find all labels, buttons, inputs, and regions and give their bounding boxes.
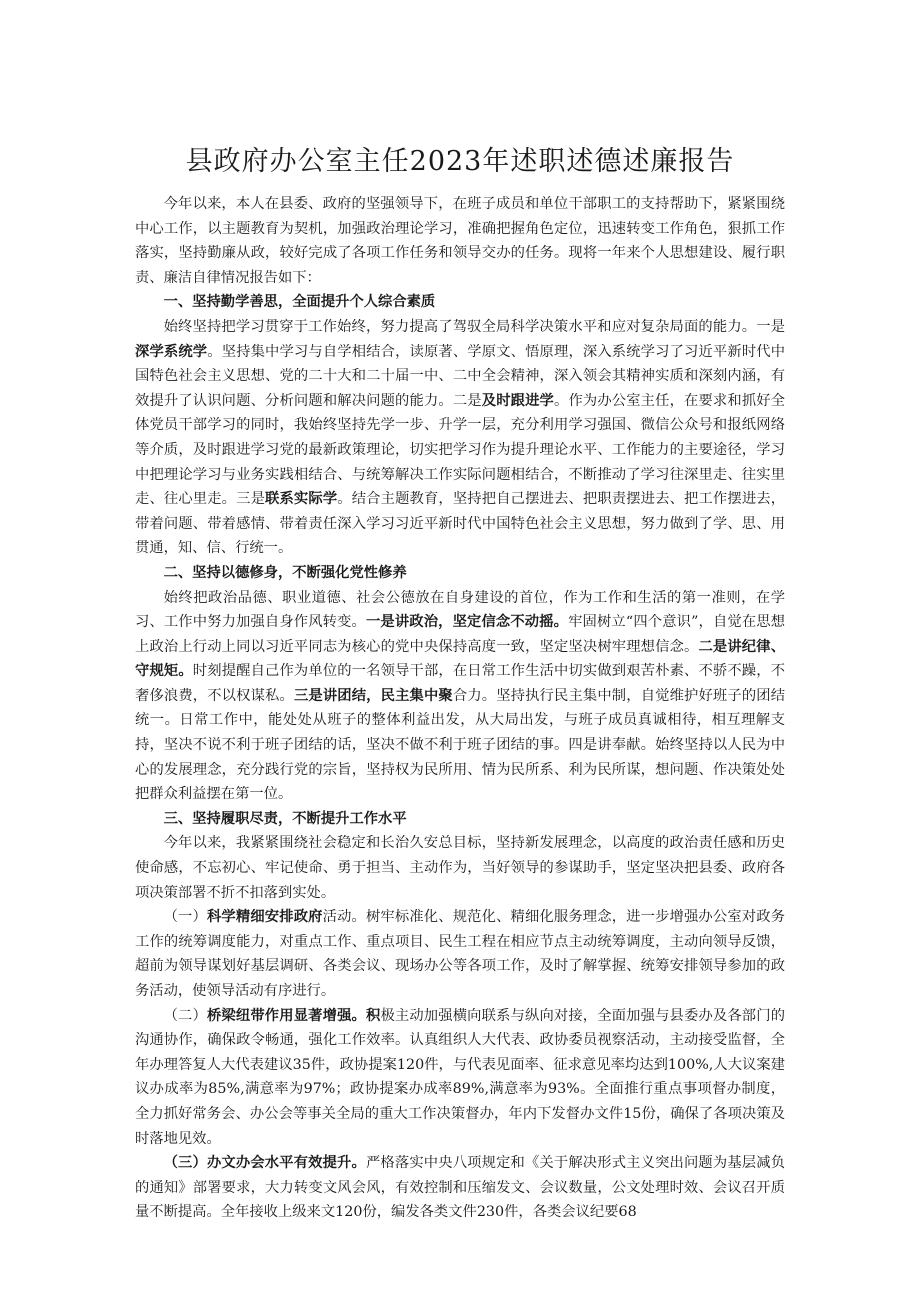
intro-paragraph: 今年以来，本人在县委、政府的坚强领导下，在班子成员和单位干部职工的支持帮助下，紧紧围绕中心工作，以主题教育为契机，加强政治理论学习，准确把握角色定位，迅速转变工作角色，狠抓工作落实，坚持勤廉从政，较好完成了各项工作任务和领导交办的任务。现将一年来个人思想建设、履行职责、廉洁自律情况报告如下： (135, 196, 785, 286)
s3b-bold: 桥梁纽带作用显著增强。积 (206, 1007, 381, 1024)
document-body (135, 192, 785, 1225)
section-3-intro: 今年以来，我紧紧围绕社会稳定和长治久安总目标，坚持新发展理念，以高度的政治责任感和历史使命感，不忘初心、牢记使命、勇于担当、主动作为，当好领导的参谋助手，坚定坚决把县委、政府各项决策部署不折不扣落到实处。 (135, 835, 785, 901)
section-3-item-2 (135, 1004, 785, 1152)
s3b-prefix: （二） (163, 1007, 207, 1024)
s1-bold-1: 深学系统学 (135, 343, 208, 360)
s1-text-2: 。作为办公室主任，在要求和抓好全体党员干部学习的同时，我始终坚持先学一步、升学一层，充分利用学习强国、微信公众号和报纸网络等介质，及时跟进学习党的最新政策理论，切实把学习作为提升理论水平、工作能力的主要途径，学习中把理论学习与业务实践相结合、与统筹解决工作实际问题相结合，不断推动了学习往深里走、往实里走、往心里走。三是 (135, 392, 786, 508)
section-3-heading: 三、坚持履职尽责，不断提升工作水平 (163, 810, 407, 827)
s2-text-2: 时刻提醒自己作为单位的一名领导干部，在日常工作生活中切实做到艰苦朴素、不骄不躁，不奢侈浪费，不以权谋私。 (135, 663, 786, 704)
s3c-text: 严格落实中央八项规定和《关于解决形式主义突出问题为基层减负的通知》部署要求，大力转变文风会风，有效控制和压缩发文、会议数量，公文处理时效、会议召开质量不断提高。全年接收上级来文120份，编发各类文件230件，各类会议纪要68 (135, 1155, 786, 1221)
section-3-item-1 (135, 905, 785, 1003)
s2-bold-2: 二是讲纪律、守规矩。 (135, 638, 786, 680)
section-2-heading: 二、坚持以德修身，不断强化党性修养 (163, 564, 407, 581)
s3b-text: 极主动加强横向联系与纵向对接，全面加强与县委办及各部门的沟通协作，确保政令畅通，强化工作效率。认真组织人大代表、政协委员视察活动，主动接受监督，全年办理答复人大代表建议35件，政协提案120件，与代表见面率、征求意见率均达到100%,人大议案建议办成率为85%,满意率为97%；政协提案办成率89%,满意率为93%。全面推行重点事项督办制度，全力抓好常务会、办公会等事关全局的重大工作决策督办，年内下发督办文件15份，确保了各项决策及时落地见效。 (135, 1007, 786, 1147)
s1-bold-3: 联系实际学 (265, 491, 338, 508)
s2-bold-3: 三是讲团结，民主集中聚 (293, 687, 453, 704)
s1-text-3: 。结合主题教育，坚持把自己摆进去、把职责摆进去、把工作摆进去，带着问题、带着感情、带着责任深入学习习近平新时代中国特色社会主义思想，努力做到了学、思、用贯通，知、信、行统一。 (135, 491, 786, 557)
document-title: 县政府办公室主任2023年述职述德述廉报告 (185, 146, 735, 177)
s3c-bold: （三）办文办会水平有效提升。 (163, 1155, 366, 1172)
s2-bold-1: 一是讲政治，坚定信念不动摇。 (366, 614, 569, 631)
section-1-paragraph (135, 315, 785, 561)
s1-bold-2: 及时跟进学 (481, 392, 554, 409)
section-2-paragraph (135, 586, 785, 807)
section-1-heading: 一、坚持勤学善思，全面提升个人综合素质 (163, 294, 436, 311)
s1-text-1: 。坚持集中学习与自学相结合，读原著、学原文、悟原理，深入系统学习了习近平新时代中国特色社会主义思想、党的二十大和二十届一中、二中全会精神，深入领会其精神实质和深刻内涵，有效提升了认识问题、分析问题和解决问题的能力。二是 (135, 343, 786, 409)
s2-text-3: 合力。坚持执行民主集中制，自觉维护好班子的团结统一。日常工作中，能处处从班子的整体利益出发，从大局出发，与班子成员真诚相待，相互理解支持，坚决不说不利于班子团结的话，坚决不做不利于班子团结的事。四是讲奉献。始终坚持以人民为中心的发展理念，充分践行党的宗旨，坚持权为民所用、情为民所系、利为民所谋，想问题、作决策处处把群众利益摆在第一位。 (135, 687, 786, 803)
section-3-item-3 (135, 1151, 785, 1225)
s3a-bold: 科学精细安排政府 (206, 909, 323, 926)
s3a-text: 活动。树牢标准化、规范化、精细化服务理念，进一步增强办公室对政务工作的统筹调度能力，对重点工作、重点项目、民生工程在相应节点主动统筹调度，主动向领导反馈，超前为领导谋划好基层调研、各类会议、现场办公等各项工作，及时了解掌握、统筹安排领导参加的政务活动，使领导活动有序进行。 (135, 909, 786, 999)
s3a-prefix: （一） (163, 909, 207, 926)
s2-text-1: 牢固树立“四个意识”，自觉在思想上政治上行动上同以习近平同志为核心的党中央保持高度一致，坚定坚决树牢理想信念。 (135, 614, 786, 655)
s1-text-pre: 始终坚持把学习贯穿于工作始终，努力提高了驾驭全局科学决策水平和应对复杂局面的能力。一是 (163, 318, 785, 335)
s2-text-pre: 始终把政治品德、职业道德、社会公德放在自身建设的首位，作为工作和生活的第一准则，在学习、工作中努力加强自身作风转变。 (135, 589, 785, 631)
